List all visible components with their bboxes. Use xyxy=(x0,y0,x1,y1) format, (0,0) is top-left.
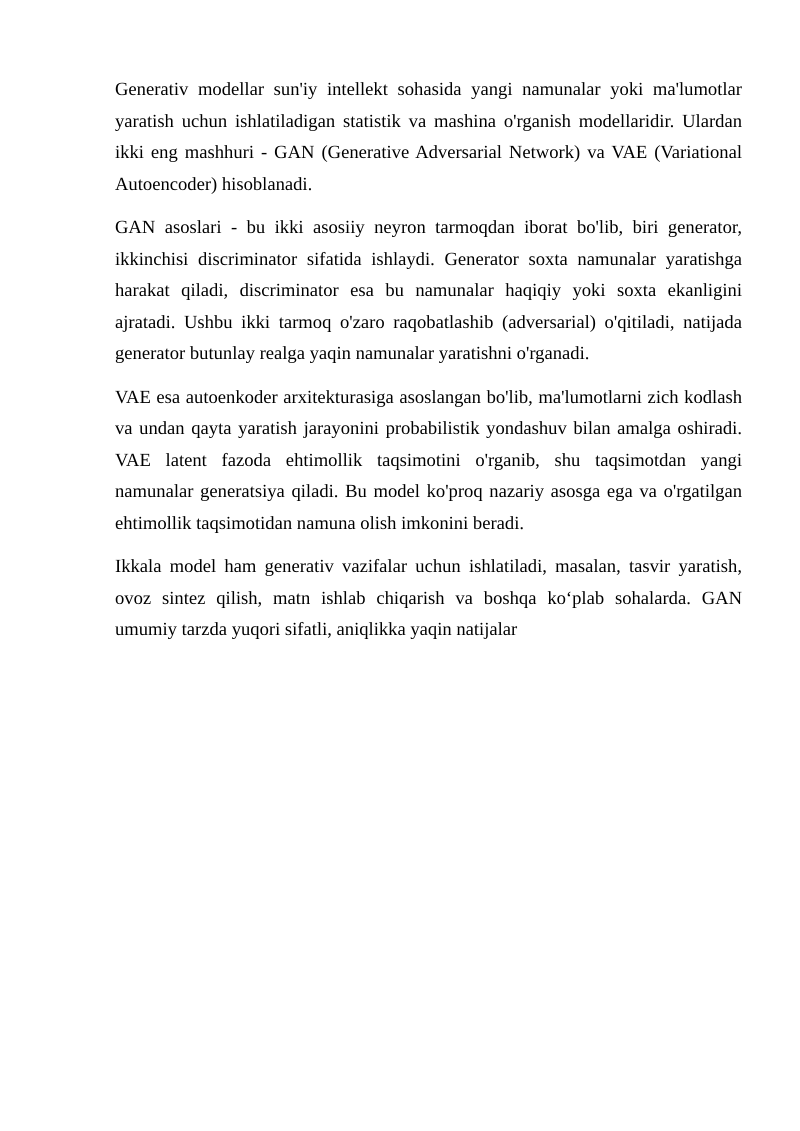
paragraph-intro: Generativ modellar sun'iy intellekt sohasida yangi namunalar yoki ma'lumotlar yaratish uchun ishlatiladigan statistik va mashina o'rganish modellaridir. Ulardan ikki eng mashhuri - GAN (Generative Adversarial Network) va VAE (Variational Autoencoder) hisoblanadi. xyxy=(115,79,742,195)
document-body xyxy=(115,74,742,658)
paragraph-vae: VAE esa autoenkoder arxitekturasiga asoslangan bo'lib, ma'lumotlarni zich kodlash va undan qayta yaratish jarayonini probabilistik yondashuv bilan amalga oshiradi. VAE latent fazoda ehtimollik taqsimotini o'rganib, shu taqsimotdan yangi namunalar generatsiya qiladi. Bu model ko'proq nazariy asosga ega va o'rgatilgan ehtimollik taqsimotidan namuna olish imkonini beradi. xyxy=(115,386,742,534)
paragraph-gan: GAN asoslari - bu ikki asosiiy neyron tarmoqdan iborat bo'lib, biri generator, ikkinchisi discriminator sifatida ishlaydi. Generator soxta namunalar yaratishga harakat qiladi, discriminator esa bu namunalar haqiqiy yoki soxta ekanligini ajratadi. Ushbu ikki tarmoq o'zaro raqobatlashib (adversarial) o'qitiladi, natijada generator butunlay realga yaqin namunalar yaratishni o'rganadi. xyxy=(115,217,742,364)
paragraph-comparison: Ikkala model ham generativ vazifalar uchun ishlatiladi, masalan, tasvir yaratish, ovoz sintez qilish, matn ishlab chiqarish va boshqa ko‘plab sohalarda. GAN umumiy tarzda yuqori sifatli, aniqlikka yaqin natijalar xyxy=(115,556,742,640)
